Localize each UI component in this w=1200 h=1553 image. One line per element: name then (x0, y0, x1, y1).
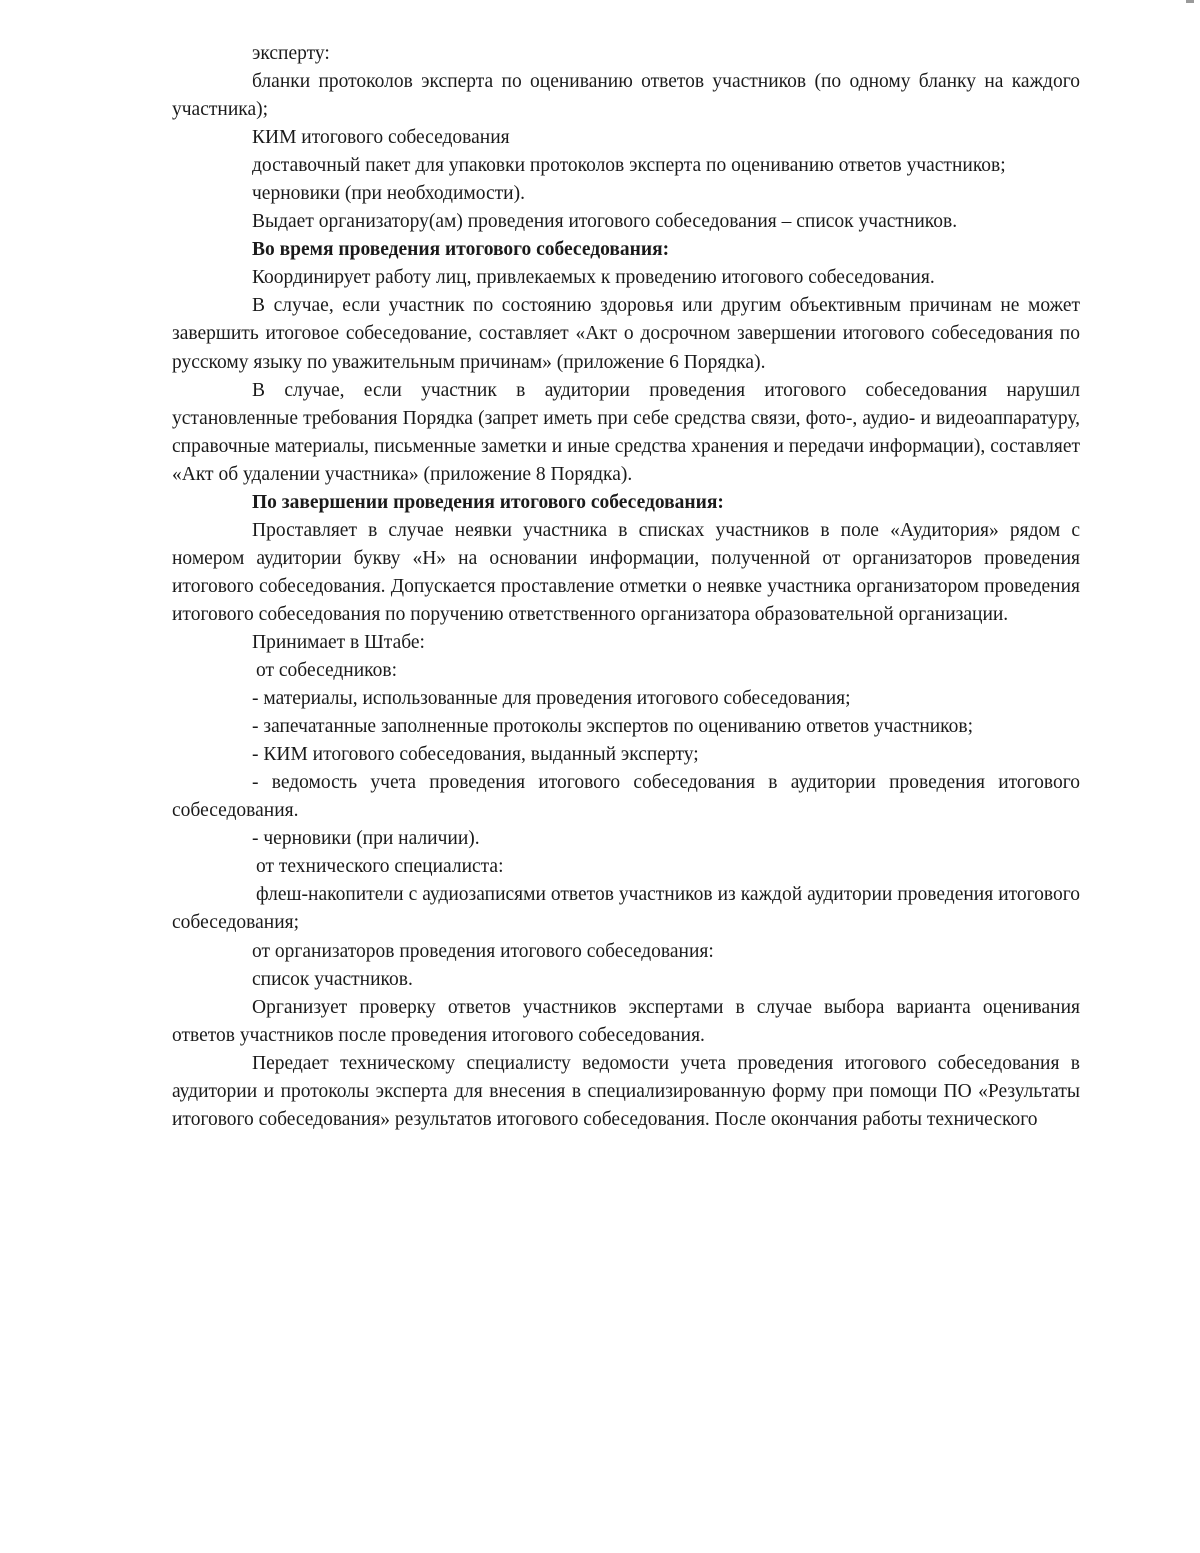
paragraph-from-tech-specialist: от технического специалиста: (256, 856, 504, 878)
paragraph-issues-list: Выдает организатору(ам) проведения итогового собеседования – список участников. (252, 211, 958, 233)
paragraph-coordinates: Координирует работу лиц, привлекаемых к проведению итогового собеседования. (252, 267, 935, 289)
paragraph-kim: КИМ итогового собеседования (252, 127, 510, 149)
section-heading-during: Во время проведения итогового собеседования: (252, 239, 670, 261)
paragraph-from-organizers: от организаторов проведения итогового собеседования: (252, 940, 714, 962)
paragraph-removal: В случае, если участник в аудитории проведения итогового собеседования нарушил установленные требования Порядка (запрет иметь при себе средства связи, фото-, аудио- и видеоаппаратуру, справочные материалы, письменные заметки и иные средства хранения и передачи информации), составляет «Акт об удалении участника» (приложение 8 Порядка). (172, 379, 1080, 485)
list-item-kim: - КИМ итогового собеседования, выданный эксперту; (252, 744, 699, 766)
paragraph-drafts: черновики (при необходимости). (252, 183, 525, 205)
list-item-attendance-sheet: - ведомость учета проведения итогового собеседования в аудитории проведения итогового собеседования. (172, 772, 1080, 822)
document-body (172, 40, 1080, 1134)
list-item-drafts: - черновики (при наличии). (252, 828, 480, 850)
paragraph-delivery-package: доставочный пакет для упаковки протоколов эксперта по оцениванию ответов участников; (252, 155, 1006, 177)
paragraph-from-interlocutors: от собеседников: (256, 660, 398, 682)
paragraph-expert-label: эксперту: (252, 43, 330, 64)
paragraph-transfers-to-tech: Передает техническому специалисту ведомости учета проведения итогового собеседования в аудитории и протоколы эксперта для внесения в специализированную форму при помощи ПО «Результаты итогового собеседования» результатов итогового собеседования. После окончания работы технического (172, 1052, 1080, 1130)
paragraph-participant-list: список участников. (252, 968, 413, 990)
paragraph-early-completion: В случае, если участник по состоянию здоровья или другим объективным причинам не может завершить итоговое собеседование, составляет «Акт о досрочном завершении итогового собеседования по русскому языку по уважительным причинам» (приложение 6 Порядка). (172, 295, 1080, 373)
paragraph-receives-at-hq: Принимает в Штабе: (252, 631, 425, 653)
paragraph-absence-mark: Проставляет в случае неявки участника в списках участников в поле «Аудитория» рядом с номером аудитории букву «Н» на основании информации, полученной от организаторов проведения итогового собеседования. Допускается проставление отметки о неявке участника организатором проведения итогового собеседования по поручению ответственного организатора образовательной организации. (172, 519, 1080, 625)
paragraph-protocol-forms: бланки протоколов эксперта по оцениванию ответов участников (по одному бланку на каждого участника); (172, 71, 1080, 121)
list-item-materials: - материалы, использованные для проведения итогового собеседования; (252, 688, 851, 710)
list-item-sealed-protocols: - запечатанные заполненные протоколы экспертов по оцениванию ответов участников; (252, 716, 974, 738)
paragraph-flash-drives: флеш-накопители с аудиозаписями ответов участников из каждой аудитории проведения итогового собеседования; (172, 884, 1080, 934)
section-heading-after: По завершении проведения итогового собеседования: (252, 491, 724, 513)
scan-corner-mark (1186, 0, 1194, 3)
paragraph-organizes-check: Организует проверку ответов участников экспертами в случае выбора варианта оценивания ответов участников после проведения итогового собеседования. (172, 996, 1080, 1046)
